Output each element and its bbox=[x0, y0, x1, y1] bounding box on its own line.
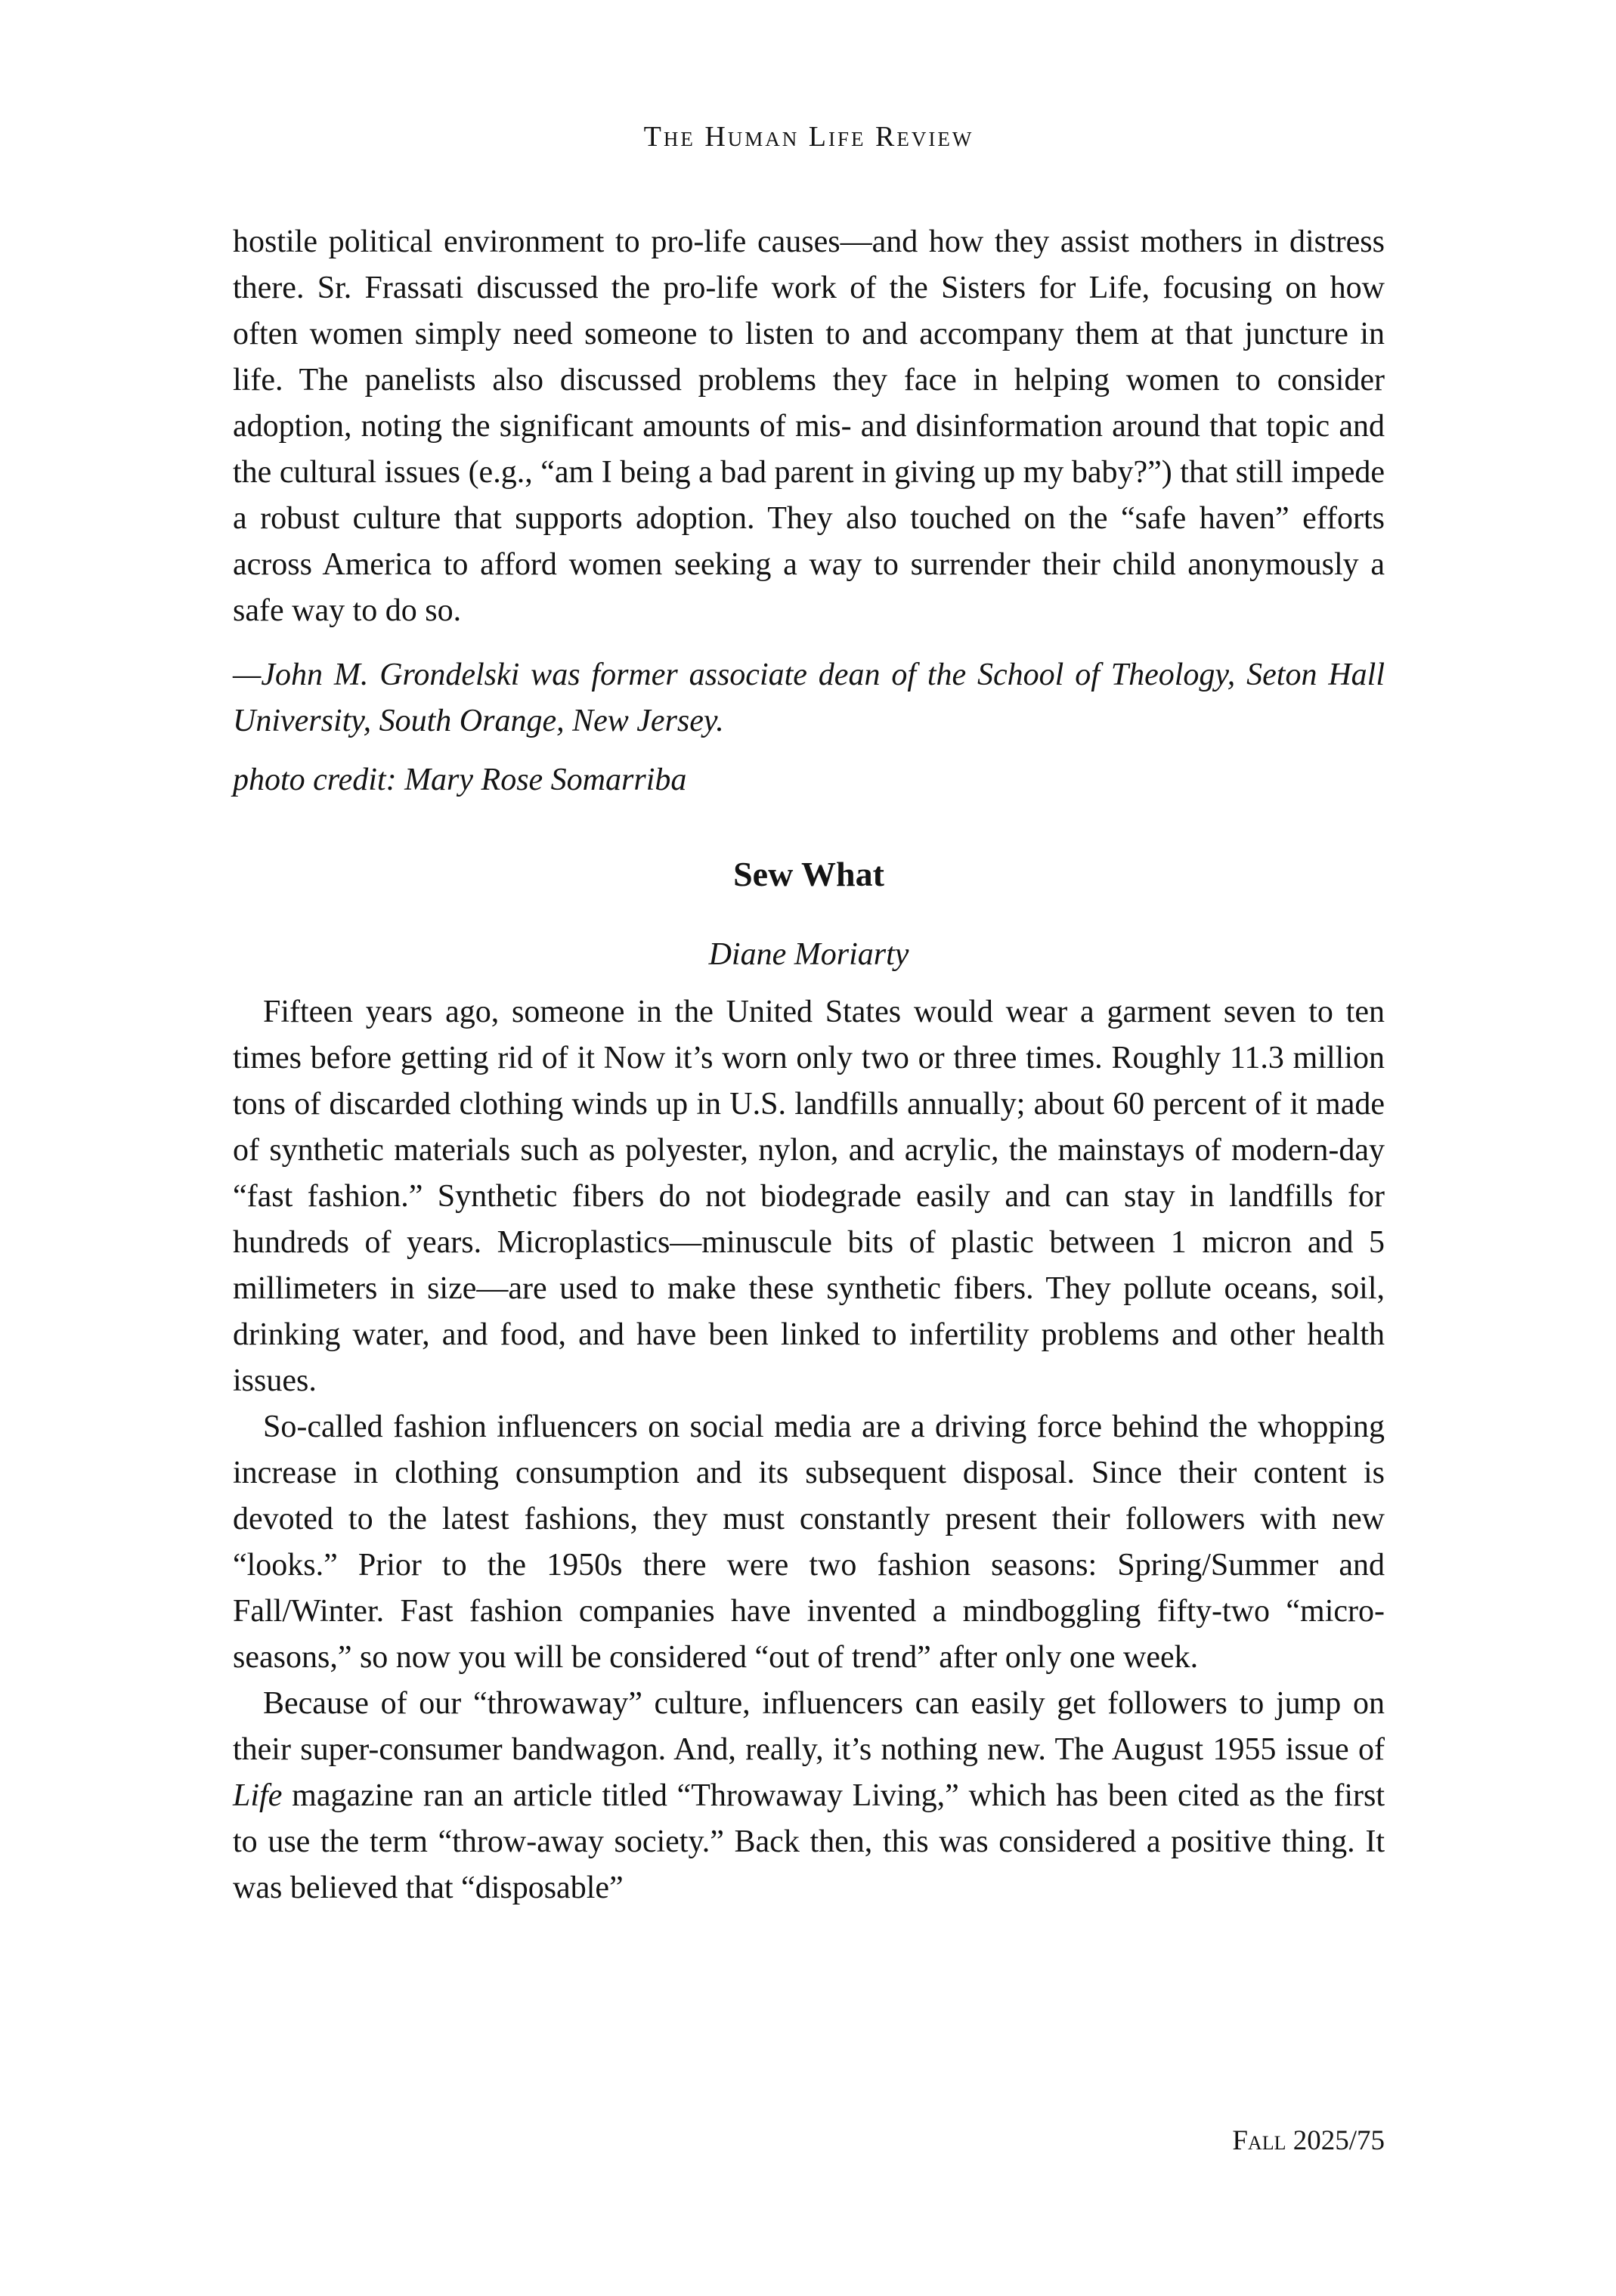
page-folio: Fall 2025/75 bbox=[1232, 2125, 1385, 2156]
paragraph-3-segment-after: magazine ran an article titled “Throwaway Living,” which has been cited as the first to use the term “throw-away society.” Back then, this was considered a positive thing. It was believed that “disposable” bbox=[233, 1778, 1385, 1905]
author-bio: —John M. Grondelski was former associate dean of the School of Theology, Seton Hall University, South Orange, New Jersey. bbox=[233, 658, 1385, 738]
article-paragraph-3 bbox=[233, 1681, 1385, 1911]
page-text-block bbox=[233, 219, 1385, 1911]
article-paragraph-1: Fifteen years ago, someone in the United States would wear a garment seven to ten times before getting rid of it Now it’s worn only two or three times. Roughly 11.3 million tons of discarded clothing winds up in U.S. landfills annually; about 60 percent of it made of synthetic materials such as polyester, nylon, and acrylic, the mainstays of modern-day “fast fashion.” Synthetic fibers do not biodegrade easily and can stay in landfills for hundreds of years. Microplastics—minuscule bits of plastic between 1 micron and 5 millimeters in size—are used to make these synthetic fibers. They pollute oceans, soil, drinking water, and food, and have been linked to infertility problems and other health issues. bbox=[233, 995, 1385, 1398]
photo-credit: photo credit: Mary Rose Somarriba bbox=[233, 763, 687, 797]
closing-paragraph: hostile political environment to pro-life causes—and how they assist mothers in distress there. Sr. Frassati discussed the pro-life work of the Sisters for Life, focusing on how often women simply need someone to listen to and accompany them at that juncture in life. The panelists also discussed problems they face in helping women to consider adoption, noting the significant amounts of mis- and disinformation around that topic and the cultural issues (e.g., “am I being a bad parent in giving up my baby?”) that still impede a robust culture that supports adoption. They also touched on the “safe haven” efforts across America to afford women seeking a way to surrender their child anonymously a safe way to do so. bbox=[233, 224, 1385, 628]
article-paragraph-2: So-called fashion influencers on social media are a driving force behind the whopping increase in clothing consumption and its subsequent disposal. Since their content is devoted to the latest fashions, they must constantly present their followers with new “looks.” Prior to the 1950s there were two fashion seasons: Spring/Summer and Fall/Winter. Fast fashion companies have invented a mindboggling fifty-two “micro-seasons,” so now you will be considered “out of trend” after only one week. bbox=[233, 1409, 1385, 1675]
running-head: The Human Life Review bbox=[643, 121, 974, 153]
paragraph-3-magazine-name: Life bbox=[233, 1778, 283, 1813]
article-author: Diane Moriarty bbox=[708, 937, 909, 972]
article-title: Sew What bbox=[733, 855, 884, 893]
paragraph-3-segment-before: Because of our “throwaway” culture, influencers can easily get followers to jump on their super-consumer bandwagon. And, really, it’s nothing new. The August 1955 issue of bbox=[233, 1686, 1385, 1767]
